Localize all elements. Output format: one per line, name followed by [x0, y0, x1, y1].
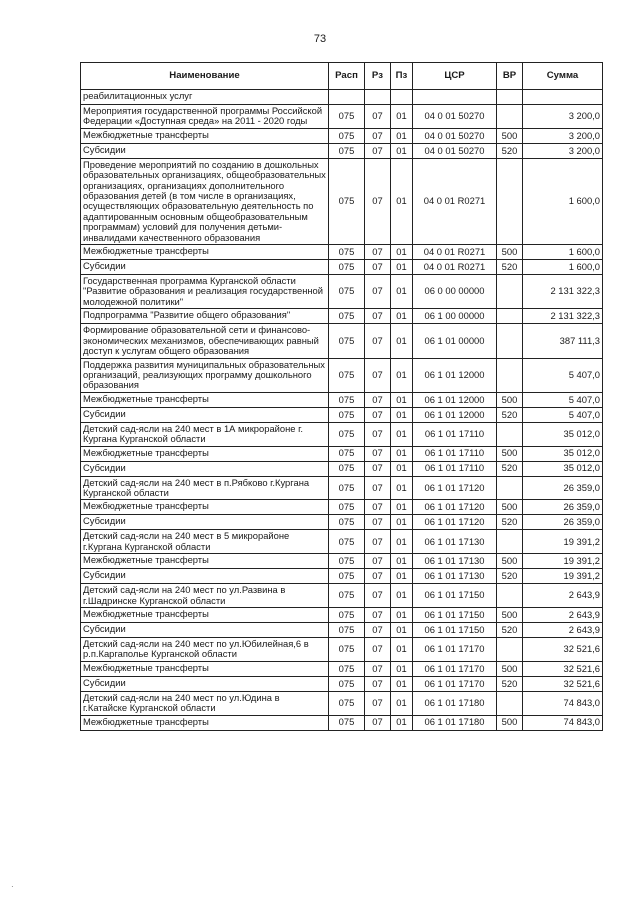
cell-name: Детский сад-ясли на 240 мест в п.Рябково г.Кургана Курганской области — [81, 476, 329, 500]
cell-rz: 07 — [365, 622, 391, 637]
cell-rasp: 075 — [329, 515, 365, 530]
cell-csr: 06 1 01 17180 — [413, 715, 497, 730]
cell-sum: 32 521,6 — [523, 676, 603, 691]
cell-vr — [497, 275, 523, 309]
cell-rasp: 075 — [329, 476, 365, 500]
cell-sum: 26 359,0 — [523, 476, 603, 500]
cell-name: Субсидии — [81, 461, 329, 476]
cell-pz: 01 — [391, 275, 413, 309]
cell-sum: 1 600,0 — [523, 260, 603, 275]
cell-vr — [497, 324, 523, 358]
table-row — [81, 407, 603, 422]
cell-csr: 04 0 01 R0271 — [413, 245, 497, 260]
cell-name: Межбюджетные трансферты — [81, 245, 329, 260]
cell-rz: 07 — [365, 584, 391, 608]
cell-csr: 04 0 01 R0271 — [413, 260, 497, 275]
cell-vr: 500 — [497, 554, 523, 569]
cell-vr: 520 — [497, 515, 523, 530]
cell-rasp — [329, 90, 365, 105]
cell-csr: 06 1 01 17170 — [413, 676, 497, 691]
cell-rz: 07 — [365, 275, 391, 309]
cell-rz — [365, 90, 391, 105]
cell-sum: 1 600,0 — [523, 158, 603, 244]
cell-pz: 01 — [391, 324, 413, 358]
cell-csr: 04 0 01 50270 — [413, 128, 497, 143]
cell-csr: 04 0 01 50270 — [413, 143, 497, 158]
cell-name: Детский сад-ясли на 240 мест по ул.Развина в г.Шадринске Курганской области — [81, 584, 329, 608]
cell-pz: 01 — [391, 260, 413, 275]
cell-vr — [497, 309, 523, 324]
cell-pz: 01 — [391, 715, 413, 730]
cell-sum: 74 843,0 — [523, 715, 603, 730]
cell-csr: 06 1 01 17170 — [413, 661, 497, 676]
cell-name: Межбюджетные трансферты — [81, 661, 329, 676]
cell-csr: 06 1 00 00000 — [413, 309, 497, 324]
cell-rasp: 075 — [329, 324, 365, 358]
cell-rz: 07 — [365, 691, 391, 715]
cell-rasp: 075 — [329, 128, 365, 143]
cell-vr — [497, 422, 523, 446]
cell-rasp: 075 — [329, 105, 365, 129]
cell-vr — [497, 476, 523, 500]
table-row — [81, 476, 603, 500]
cell-rz: 07 — [365, 143, 391, 158]
cell-rz: 07 — [365, 637, 391, 661]
cell-rasp: 075 — [329, 500, 365, 515]
cell-csr: 06 1 01 12000 — [413, 392, 497, 407]
cell-rz: 07 — [365, 309, 391, 324]
cell-sum: 3 200,0 — [523, 143, 603, 158]
cell-pz: 01 — [391, 392, 413, 407]
cell-rz: 07 — [365, 407, 391, 422]
cell-pz: 01 — [391, 309, 413, 324]
cell-pz: 01 — [391, 515, 413, 530]
cell-vr — [497, 584, 523, 608]
cell-sum: 32 521,6 — [523, 637, 603, 661]
cell-vr: 520 — [497, 569, 523, 584]
cell-rasp: 075 — [329, 569, 365, 584]
cell-sum: 5 407,0 — [523, 407, 603, 422]
cell-vr — [497, 358, 523, 392]
table-row — [81, 607, 603, 622]
cell-rasp: 075 — [329, 260, 365, 275]
cell-sum: 2 131 322,3 — [523, 309, 603, 324]
cell-pz: 01 — [391, 245, 413, 260]
column-header-csr: ЦСР — [413, 63, 497, 90]
cell-vr: 500 — [497, 661, 523, 676]
cell-rasp: 075 — [329, 358, 365, 392]
table-row — [81, 584, 603, 608]
cell-pz: 01 — [391, 128, 413, 143]
cell-pz: 01 — [391, 358, 413, 392]
cell-csr: 06 1 01 17130 — [413, 569, 497, 584]
cell-name: Детский сад-ясли на 240 мест по ул.Юбилейная,6 в р.п.Каргаполье Курганской области — [81, 637, 329, 661]
cell-vr: 520 — [497, 461, 523, 476]
table-row — [81, 128, 603, 143]
cell-name: Межбюджетные трансферты — [81, 607, 329, 622]
cell-sum: 19 391,2 — [523, 530, 603, 554]
cell-name: реабилитационных услуг — [81, 90, 329, 105]
cell-vr: 500 — [497, 715, 523, 730]
cell-pz: 01 — [391, 407, 413, 422]
cell-sum: 2 643,9 — [523, 622, 603, 637]
cell-rz: 07 — [365, 607, 391, 622]
cell-pz: 01 — [391, 691, 413, 715]
cell-rz: 07 — [365, 260, 391, 275]
cell-name: Детский сад-ясли на 240 мест по ул.Юдина в г.Катайске Курганской области — [81, 691, 329, 715]
table-row — [81, 530, 603, 554]
cell-sum: 19 391,2 — [523, 554, 603, 569]
cell-csr: 06 0 00 00000 — [413, 275, 497, 309]
cell-vr — [497, 691, 523, 715]
cell-pz: 01 — [391, 661, 413, 676]
cell-csr — [413, 90, 497, 105]
cell-name: Субсидии — [81, 676, 329, 691]
cell-pz: 01 — [391, 105, 413, 129]
cell-rz: 07 — [365, 422, 391, 446]
cell-rz: 07 — [365, 715, 391, 730]
cell-vr: 500 — [497, 446, 523, 461]
cell-sum: 2 131 322,3 — [523, 275, 603, 309]
cell-csr: 06 1 01 17150 — [413, 607, 497, 622]
cell-rasp: 075 — [329, 676, 365, 691]
cell-rz: 07 — [365, 358, 391, 392]
cell-rasp: 075 — [329, 422, 365, 446]
cell-sum — [523, 90, 603, 105]
cell-csr: 06 1 01 17110 — [413, 461, 497, 476]
cell-rasp: 075 — [329, 158, 365, 244]
cell-rasp: 075 — [329, 143, 365, 158]
cell-name: Межбюджетные трансферты — [81, 554, 329, 569]
cell-pz: 01 — [391, 476, 413, 500]
cell-sum: 5 407,0 — [523, 392, 603, 407]
table-row — [81, 446, 603, 461]
table-row — [81, 275, 603, 309]
column-header-sum: Сумма — [523, 63, 603, 90]
column-header-rasp: Расп — [329, 63, 365, 90]
table-row — [81, 392, 603, 407]
cell-rasp: 075 — [329, 275, 365, 309]
cell-csr: 06 1 01 17110 — [413, 446, 497, 461]
cell-vr: 520 — [497, 676, 523, 691]
table-header-row — [81, 63, 603, 90]
cell-rasp: 075 — [329, 661, 365, 676]
cell-vr — [497, 158, 523, 244]
cell-vr: 500 — [497, 392, 523, 407]
cell-sum: 26 359,0 — [523, 515, 603, 530]
cell-name: Подпрограмма "Развитие общего образования" — [81, 309, 329, 324]
cell-rz: 07 — [365, 676, 391, 691]
cell-name: Государственная программа Курганской области "Развитие образования и реализация государственной молодежной политики" — [81, 275, 329, 309]
cell-csr: 06 1 01 17130 — [413, 554, 497, 569]
cell-vr: 520 — [497, 622, 523, 637]
cell-vr: 500 — [497, 245, 523, 260]
cell-rasp: 075 — [329, 607, 365, 622]
cell-name: Субсидии — [81, 569, 329, 584]
cell-vr: 500 — [497, 500, 523, 515]
cell-sum: 35 012,0 — [523, 461, 603, 476]
table-row — [81, 461, 603, 476]
cell-name: Субсидии — [81, 622, 329, 637]
cell-sum: 3 200,0 — [523, 105, 603, 129]
cell-rasp: 075 — [329, 446, 365, 461]
cell-sum: 1 600,0 — [523, 245, 603, 260]
cell-rz: 07 — [365, 661, 391, 676]
cell-rasp: 075 — [329, 309, 365, 324]
column-header-name: Наименование — [81, 63, 329, 90]
cell-vr — [497, 530, 523, 554]
cell-pz: 01 — [391, 607, 413, 622]
cell-name: Межбюджетные трансферты — [81, 392, 329, 407]
cell-pz: 01 — [391, 530, 413, 554]
cell-pz: 01 — [391, 584, 413, 608]
cell-sum: 2 643,9 — [523, 607, 603, 622]
cell-name: Межбюджетные трансферты — [81, 446, 329, 461]
cell-csr: 04 0 01 50270 — [413, 105, 497, 129]
cell-rz: 07 — [365, 554, 391, 569]
cell-name: Субсидии — [81, 260, 329, 275]
cell-name: Субсидии — [81, 143, 329, 158]
table-row — [81, 324, 603, 358]
table-row — [81, 105, 603, 129]
cell-rasp: 075 — [329, 461, 365, 476]
cell-rasp: 075 — [329, 407, 365, 422]
cell-rasp: 075 — [329, 715, 365, 730]
cell-sum: 3 200,0 — [523, 128, 603, 143]
cell-pz: 01 — [391, 676, 413, 691]
cell-pz — [391, 90, 413, 105]
table-row — [81, 260, 603, 275]
table-row — [81, 515, 603, 530]
cell-rasp: 075 — [329, 637, 365, 661]
cell-csr: 06 1 01 17150 — [413, 584, 497, 608]
cell-rasp: 075 — [329, 691, 365, 715]
cell-name: Проведение мероприятий по созданию в дошкольных образовательных организациях, общеобразовательных организациях, организациях дополнительного образования детей (в том числе в организациях, осуществляющих образовательную деятельность по адаптированным основным общеобразовательным программам) условий для получения детьми-инвалидами качественного образования — [81, 158, 329, 244]
page-number: 73 — [313, 33, 327, 45]
table-row — [81, 309, 603, 324]
cell-csr: 06 1 01 17130 — [413, 530, 497, 554]
cell-rasp: 075 — [329, 554, 365, 569]
cell-sum: 74 843,0 — [523, 691, 603, 715]
cell-name: Субсидии — [81, 407, 329, 422]
cell-sum: 5 407,0 — [523, 358, 603, 392]
table-row — [81, 622, 603, 637]
cell-vr — [497, 90, 523, 105]
cell-rz: 07 — [365, 158, 391, 244]
table-row — [81, 554, 603, 569]
cell-name: Межбюджетные трансферты — [81, 500, 329, 515]
cell-rasp: 075 — [329, 530, 365, 554]
cell-rz: 07 — [365, 324, 391, 358]
cell-csr: 04 0 01 R0271 — [413, 158, 497, 244]
table-row — [81, 569, 603, 584]
cell-pz: 01 — [391, 158, 413, 244]
cell-csr: 06 1 01 00000 — [413, 324, 497, 358]
cell-name: Детский сад-ясли на 240 мест в 5 микрорайоне г.Кургана Курганской области — [81, 530, 329, 554]
cell-pz: 01 — [391, 622, 413, 637]
cell-pz: 01 — [391, 446, 413, 461]
cell-vr — [497, 105, 523, 129]
cell-pz: 01 — [391, 554, 413, 569]
cell-csr: 06 1 01 17120 — [413, 476, 497, 500]
column-header-vr: ВР — [497, 63, 523, 90]
cell-pz: 01 — [391, 422, 413, 446]
cell-rz: 07 — [365, 105, 391, 129]
cell-rz: 07 — [365, 392, 391, 407]
cell-name: Субсидии — [81, 515, 329, 530]
cell-name: Поддержка развития муниципальных образовательных организаций, реализующих программу дошкольного образования — [81, 358, 329, 392]
cell-rz: 07 — [365, 569, 391, 584]
table-row — [81, 500, 603, 515]
cell-sum: 32 521,6 — [523, 661, 603, 676]
table-row — [81, 661, 603, 676]
cell-name: Межбюджетные трансферты — [81, 128, 329, 143]
cell-csr: 06 1 01 17180 — [413, 691, 497, 715]
margin-mark: · — [11, 882, 14, 891]
cell-name: Детский сад-ясли на 240 мест в 1А микрорайоне г. Кургана Курганской области — [81, 422, 329, 446]
cell-vr: 500 — [497, 607, 523, 622]
cell-pz: 01 — [391, 461, 413, 476]
cell-sum: 387 111,3 — [523, 324, 603, 358]
cell-rz: 07 — [365, 128, 391, 143]
cell-sum: 19 391,2 — [523, 569, 603, 584]
cell-csr: 06 1 01 17120 — [413, 500, 497, 515]
table-row — [81, 245, 603, 260]
cell-vr: 520 — [497, 143, 523, 158]
cell-csr: 06 1 01 17120 — [413, 515, 497, 530]
cell-csr: 06 1 01 17150 — [413, 622, 497, 637]
cell-rz: 07 — [365, 515, 391, 530]
cell-vr: 500 — [497, 128, 523, 143]
cell-pz: 01 — [391, 637, 413, 661]
cell-rasp: 075 — [329, 584, 365, 608]
cell-pz: 01 — [391, 143, 413, 158]
cell-sum: 2 643,9 — [523, 584, 603, 608]
cell-rasp: 075 — [329, 392, 365, 407]
cell-sum: 35 012,0 — [523, 422, 603, 446]
cell-rz: 07 — [365, 530, 391, 554]
cell-sum: 26 359,0 — [523, 500, 603, 515]
column-header-rz: Рз — [365, 63, 391, 90]
cell-rasp: 075 — [329, 622, 365, 637]
cell-rz: 07 — [365, 461, 391, 476]
cell-rz: 07 — [365, 500, 391, 515]
cell-rz: 07 — [365, 476, 391, 500]
cell-name: Межбюджетные трансферты — [81, 715, 329, 730]
table-row — [81, 90, 603, 105]
cell-vr: 520 — [497, 260, 523, 275]
table-row — [81, 637, 603, 661]
column-header-pz: Пз — [391, 63, 413, 90]
cell-csr: 06 1 01 17170 — [413, 637, 497, 661]
cell-csr: 06 1 01 12000 — [413, 407, 497, 422]
table-row — [81, 715, 603, 730]
cell-vr: 520 — [497, 407, 523, 422]
cell-pz: 01 — [391, 569, 413, 584]
cell-vr — [497, 637, 523, 661]
budget-table — [80, 62, 603, 731]
cell-name: Мероприятия государственной программы Российской Федерации «Доступная среда» на 2011 - 2020 годы — [81, 105, 329, 129]
table-row — [81, 676, 603, 691]
cell-name: Формирование образовательной сети и финансово-экономических механизмов, обеспечивающих равный доступ к услугам общего образования — [81, 324, 329, 358]
cell-csr: 06 1 01 17110 — [413, 422, 497, 446]
cell-sum: 35 012,0 — [523, 446, 603, 461]
cell-pz: 01 — [391, 500, 413, 515]
cell-rz: 07 — [365, 446, 391, 461]
table-row — [81, 158, 603, 244]
table-row — [81, 358, 603, 392]
cell-rasp: 075 — [329, 245, 365, 260]
table-row — [81, 143, 603, 158]
table-row — [81, 691, 603, 715]
cell-csr: 06 1 01 12000 — [413, 358, 497, 392]
cell-rz: 07 — [365, 245, 391, 260]
table-row — [81, 422, 603, 446]
